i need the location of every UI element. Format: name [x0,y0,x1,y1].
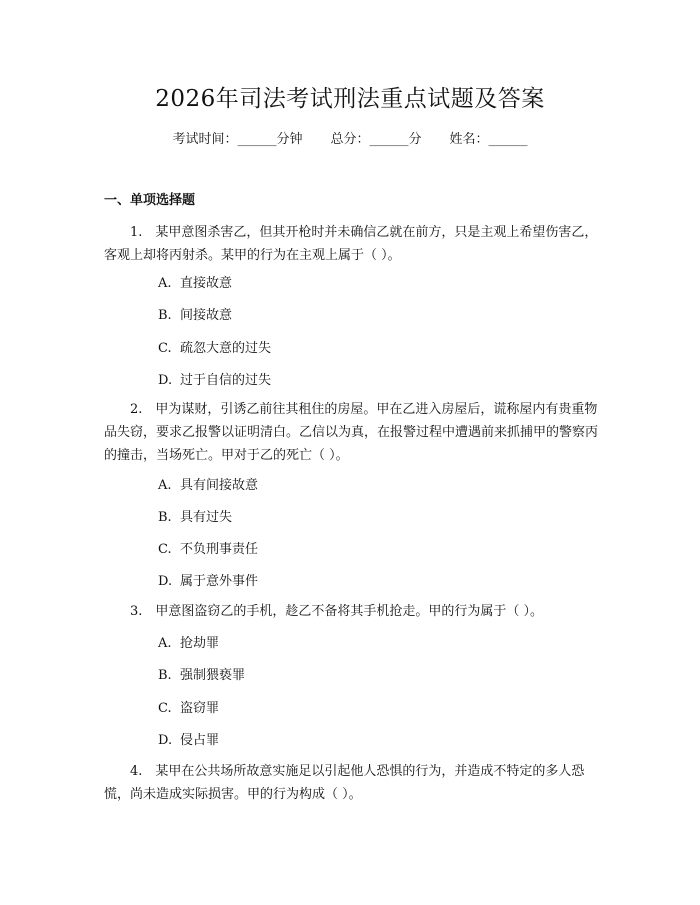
question-1-option-b [158,307,232,325]
question-2-option-c [158,541,258,559]
question-2-option-d [158,573,258,591]
option-label: B. [158,668,172,683]
question-2-option-a [158,477,258,495]
option-text: 侵占罪 [180,733,220,748]
question-3-option-b [158,667,245,685]
option-label: D. [158,733,173,748]
option-label: B. [158,308,172,323]
option-text: 不负刑事责任 [180,542,259,557]
option-label: D. [158,574,173,589]
option-label: A. [158,276,172,291]
option-text: 抢劫罪 [180,636,220,651]
question-3-option-a [158,635,219,653]
question-1: 1. 某甲意图杀害乙，但其开枪时并未确信乙就在前方，只是主观上希望伤害乙，客观上却将丙射杀。某甲的行为在主观上属于（ ）。 [104,225,598,263]
option-label: D. [158,373,173,388]
question-2-option-b [158,509,232,527]
option-label: C. [158,341,172,356]
question-3-option-c [158,700,219,718]
question-1-option-a [158,275,232,293]
exam-title: 2026年司法考试刑法重点试题及答案 [155,86,545,112]
option-text: 过于自信的过失 [180,373,272,388]
option-label: A. [158,478,172,493]
question-3: 3. 甲意图盗窃乙的手机，趁乙不备将其手机抢走。甲的行为属于（ ）。 [130,604,544,619]
option-text: 直接故意 [180,276,233,291]
option-text: 具有间接故意 [180,478,259,493]
option-text: 具有过失 [180,510,233,525]
student-name: 姓名：______ [449,132,528,147]
option-label: C. [158,701,172,716]
question-1-option-d [158,372,271,390]
option-label: A. [158,636,172,651]
option-label: B. [158,510,172,525]
option-text: 疏忽大意的过失 [180,341,272,356]
option-text: 盗窃罪 [180,701,220,716]
question-1-option-c [158,340,271,358]
exam-time: 考试时间：______分钟 [172,132,303,147]
option-text: 强制猥亵罪 [180,668,246,683]
exam-meta [0,131,700,149]
option-label: C. [158,542,172,557]
option-text: 属于意外事件 [180,574,259,589]
option-text: 间接故意 [180,308,233,323]
question-2: 2. 甲为谋财，引诱乙前往其租住的房屋。甲在乙进入房屋后，谎称屋内有贵重物品失窃，要求乙报警以证明清白。乙信以为真，在报警过程中遭遇前来抓捕甲的警察丙的撞击，当场死亡。甲对于乙的死亡（ ）。 [104,402,599,463]
question-3-option-d [158,732,219,750]
total-score: 总分：______分 [330,132,422,147]
section-heading: 一、单项选择题 [104,193,196,208]
question-4: 4. 某甲在公共场所故意实施足以引起他人恐惧的行为，并造成不特定的多人恐慌，尚未造成实际损害。甲的行为构成（ ）。 [104,764,585,802]
